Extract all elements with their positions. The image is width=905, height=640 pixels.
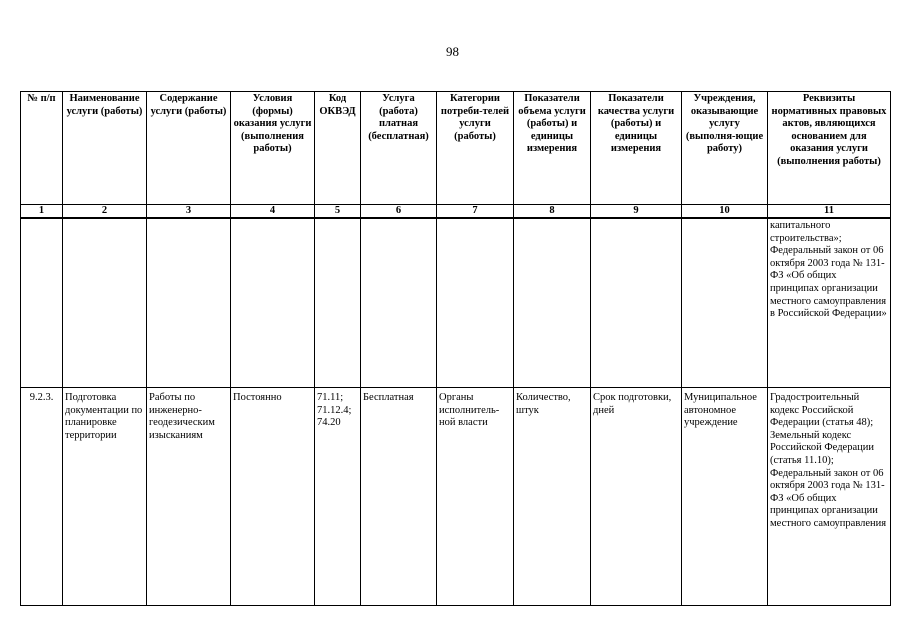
column-number: 6 [361,205,437,219]
table-cell: Подготовка документации по планировке территории [63,388,147,606]
header-cell: Код ОКВЭД [315,92,361,205]
column-number: 9 [591,205,682,219]
column-number: 3 [147,205,231,219]
table-cell: Работы по инженерно-геодезическим изысканиям [147,388,231,606]
header-cell: Показатели объема услуги (работы) и единицы измерения [514,92,591,205]
header-cell: Показатели качества услуги (работы) и единицы измерения [591,92,682,205]
table-cell: Муниципальное автономное учреждение [682,388,768,606]
column-number: 7 [437,205,514,219]
table-cell [514,218,591,388]
table-row [21,218,891,388]
header-cell: Категории потреби-телей услуги (работы) [437,92,514,205]
header-cell: Наименование услуги (работы) [63,92,147,205]
header-cell: Содержание услуги (работы) [147,92,231,205]
table-cell [591,218,682,388]
table-cell [315,218,361,388]
table-cell [361,218,437,388]
table-cell [437,218,514,388]
table-cell: капитального строительства»; Федеральный закон от 06 октября 2003 года № 131-ФЗ «Об общих принципах организации местного самоуправления в Российской Федерации» [768,218,891,388]
column-number: 5 [315,205,361,219]
table-cell [63,218,147,388]
table-cell [21,218,63,388]
table-cell: Количество, штук [514,388,591,606]
header-cell: № п/п [21,92,63,205]
header-cell: Услуга (работа) платная (бесплатная) [361,92,437,205]
column-number: 10 [682,205,768,219]
column-number-row [21,205,891,219]
table-cell: Срок подготовки, дней [591,388,682,606]
page-number: 98 [446,44,459,59]
table-row [21,388,891,606]
column-number: 4 [231,205,315,219]
table-cell: 71.11; 71.12.4; 74.20 [315,388,361,606]
column-number: 2 [63,205,147,219]
column-number: 11 [768,205,891,219]
table-cell: 9.2.3. [21,388,63,606]
table-cell [682,218,768,388]
column-number: 8 [514,205,591,219]
table-cell [231,218,315,388]
table-cell: Градостроительный кодекс Российской Федерации (статья 48); Земельный кодекс Российской Федерации (статья 11.10); Федеральный закон от 06 октября 2003 года № 131-ФЗ «Об общих принципах организации местного самоуправления [768,388,891,606]
table-cell: Бесплатная [361,388,437,606]
table-cell [147,218,231,388]
table-cell: Органы исполнитель-ной власти [437,388,514,606]
services-table [20,91,891,606]
header-cell: Учреждения, оказывающие услугу (выполня-ющие работу) [682,92,768,205]
header-cell: Реквизиты нормативных правовых актов, являющихся основанием для оказания услуги (выполнения работы) [768,92,891,205]
table-cell: Постоянно [231,388,315,606]
header-row [21,92,891,205]
header-cell: Условия (формы) оказания услуги (выполнения работы) [231,92,315,205]
column-number: 1 [21,205,63,219]
